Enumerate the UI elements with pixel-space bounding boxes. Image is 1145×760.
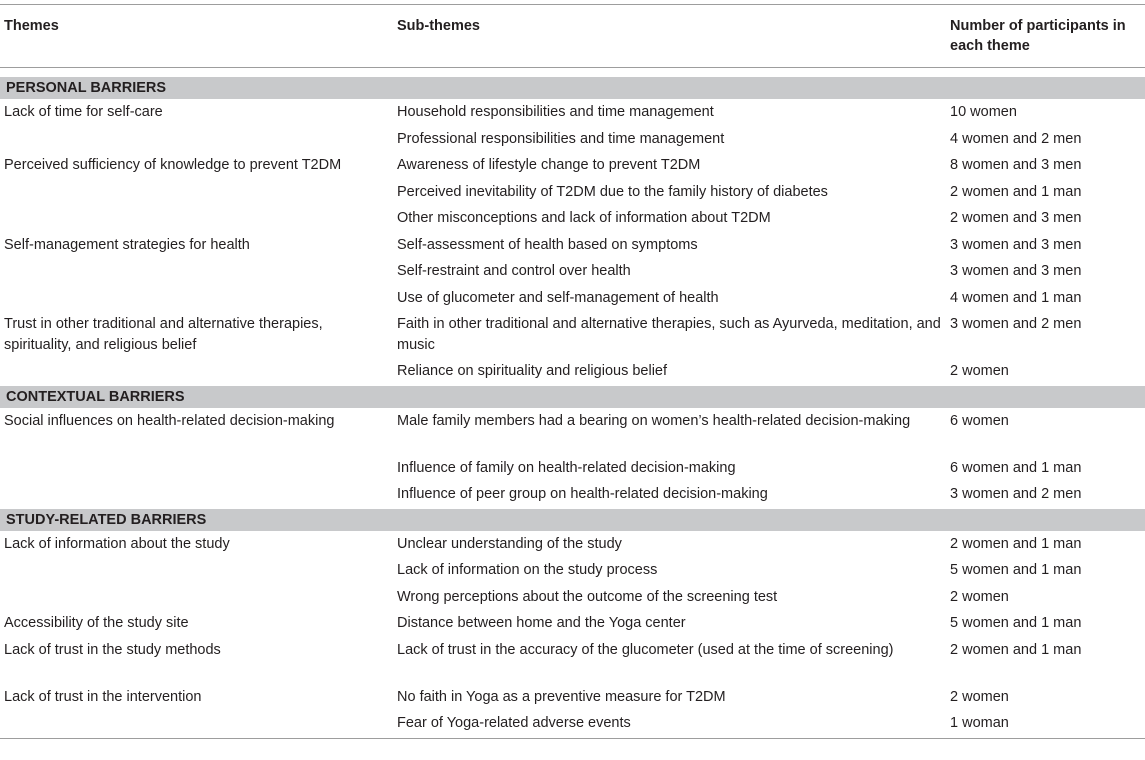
participants-cell: 5 women and 1 man [950,562,1082,578]
participants-cell: 2 women [950,363,1009,379]
subtheme-cell: Fear of Yoga-related adverse events [393,711,946,738]
participants-cell: 2 women [950,688,1009,705]
header-participants: Number of participants in each theme [946,5,1145,68]
section-header [0,386,1145,409]
table-row [0,233,1145,260]
subtheme-cell: Perceived inevitability of T2DM due to the family history of diabetes [397,183,828,200]
theme-cell: Self-management strategies for health [4,236,250,253]
subtheme-cell: Male family members had a bearing on women’s health-related decision-making [397,412,911,429]
theme-cell [0,482,393,509]
theme-cell [0,456,393,483]
participants-cell: 2 women and 1 man [950,535,1082,552]
header-row [0,5,1145,68]
subtheme-cell: Self-restraint and control over health [397,263,631,279]
participants-cell: 6 women and 1 man [950,459,1082,476]
subtheme-cell: Faith in other traditional and alternative therapies, such as Ayurveda, meditation, and music [397,316,941,353]
participants-cell: 3 women and 3 men [950,263,1082,279]
table-body [0,68,1145,739]
theme-cell [0,286,393,313]
section-title: PERSONAL BARRIERS [0,77,1145,100]
table-row [0,638,1145,685]
theme-cell [0,711,393,738]
table-row [0,531,1145,558]
theme-cell: Lack of trust in the intervention [4,688,202,705]
theme-cell [0,127,393,154]
subtheme-cell: Lack of information on the study process [397,562,658,578]
participants-cell: 2 women and 1 man [950,183,1082,200]
theme-cell [0,180,393,207]
theme-cell: Lack of trust in the study methods [4,641,221,658]
participants-cell: 1 woman [946,711,1145,738]
theme-cell: Lack of information about the study [4,535,230,552]
theme-cell [0,359,393,386]
subtheme-cell: Lack of trust in the accuracy of the glucometer (used at the time of screening) [397,641,894,658]
subtheme-cell: Unclear understanding of the study [397,535,622,552]
subtheme-cell: Other misconceptions and lack of information about T2DM [397,210,771,226]
table-row [0,153,1145,180]
table-row [0,127,1145,154]
participants-cell: 2 women and 3 men [950,210,1082,226]
table-row [0,558,1145,585]
participants-cell: 8 women and 3 men [950,157,1082,173]
table-row [0,482,1145,509]
table-row [0,408,1145,456]
participants-cell: 3 women and 2 men [950,316,1082,332]
header-themes: Themes [0,5,393,68]
theme-cell: Lack of time for self-care [4,104,163,120]
section-title: CONTEXTUAL BARRIERS [0,386,1145,409]
theme-cell [0,558,393,585]
table-row [0,100,1145,127]
header-subthemes: Sub-themes [393,5,946,68]
table-row [0,286,1145,313]
subtheme-cell: Awareness of lifestyle change to prevent T2DM [397,157,701,173]
subtheme-cell: Distance between home and the Yoga center [397,615,686,631]
participants-cell: 4 women and 1 man [950,289,1082,306]
section-header [0,509,1145,532]
table-row [0,206,1145,233]
participants-cell: 3 women and 3 men [950,236,1082,253]
table-row [0,685,1145,712]
participants-cell: 4 women and 2 men [950,130,1082,147]
table-row [0,259,1145,286]
participants-cell: 2 women [950,588,1009,605]
section-header [0,77,1145,100]
barriers-table [0,4,1145,739]
subtheme-cell: Self-assessment of health based on symptoms [397,236,698,253]
participants-cell: 6 women [950,412,1009,429]
subtheme-cell: Influence of family on health-related decision-making [397,459,736,476]
table-row [0,180,1145,207]
subtheme-cell: Reliance on spirituality and religious belief [397,363,668,379]
theme-cell [0,585,393,612]
theme-cell: Social influences on health-related decision-making [4,412,335,429]
subtheme-cell: Use of glucometer and self-management of health [397,289,719,306]
participants-cell: 3 women and 2 men [950,486,1082,502]
participants-cell: 5 women and 1 man [950,615,1082,631]
theme-cell: Perceived sufficiency of knowledge to prevent T2DM [4,157,342,173]
subtheme-cell: Wrong perceptions about the outcome of the screening test [397,588,778,605]
theme-cell: Trust in other traditional and alternative therapies, spirituality, and religious belief [4,316,323,353]
table-row [0,312,1145,359]
participants-cell: 10 women [950,104,1017,120]
subtheme-cell: No faith in Yoga as a preventive measure for T2DM [397,688,726,705]
participants-cell: 2 women and 1 man [950,641,1082,658]
theme-cell: Accessibility of the study site [4,615,189,631]
table-row [0,585,1145,612]
section-title: STUDY-RELATED BARRIERS [0,509,1145,532]
theme-cell [0,206,393,233]
table-row [0,611,1145,638]
table-row [0,359,1145,386]
table-row [0,711,1145,738]
subtheme-cell: Professional responsibilities and time management [397,130,725,147]
subtheme-cell: Influence of peer group on health-related decision-making [397,486,768,502]
subtheme-cell: Household responsibilities and time management [397,104,714,120]
table-row [0,456,1145,483]
theme-cell [0,259,393,286]
